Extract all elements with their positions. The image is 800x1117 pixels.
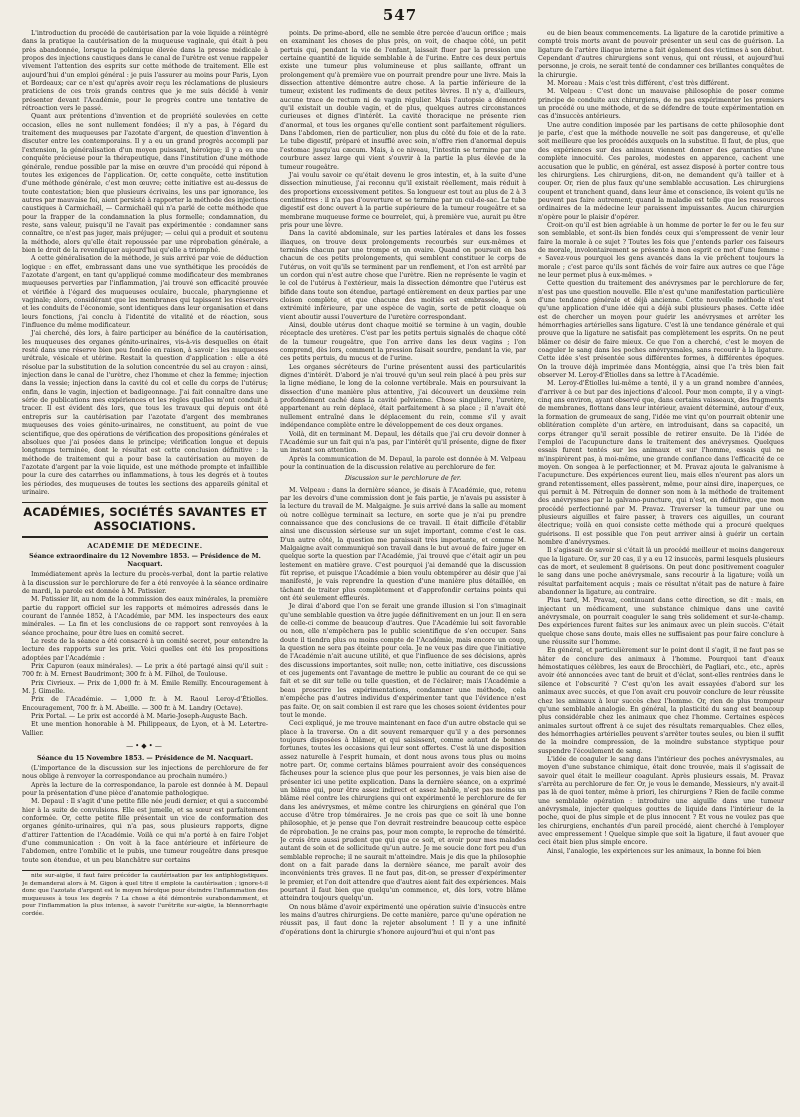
opening-article: [22, 30, 268, 497]
discussion-title: Discussion sur le perchlorure de fer.: [344, 475, 462, 483]
separator-ornament: —•◆•—: [126, 742, 164, 751]
paragraph: M. Velpeau : C'est donc un mauvaise philosophie de poser comme principe de conduite aux chirurgiens, de ne pas expérimenter les premiers un procédé ou une méthode, et de se défendre de toute expérimentation en cas d'insuccès antérieurs.: [538, 88, 784, 121]
paragraph: On nous blâme d'avoir expérimenté une opération suivie d'insuccès entre les mains d'autres chirurgiens. De cette manière, parce qu'une opération ne réussit pas, il faut donc la rejeter absolument ! Il y a une infinité d'opérations dont la chirurgie s'honore aujourd'hui et qui n'ont pas: [280, 903, 526, 936]
paragraph: (L'importance de la discussion sur les injections de perchlorure de fer nous oblige à renvoyer la correspondance au prochain numéro.): [22, 764, 268, 781]
paragraph: Prix de l'Académie. — 1,000 fr. à M. Raoul Leroy-d'Étiolles. Encouragement, 700 fr. à M. Abeille. — 300 fr. à M. Landry (Octave).: [22, 696, 268, 712]
paragraph: Quant aux prétentions d'invention et de propriété soulevées en cette occasion, elles ne sont nullement fondées; il n'y a pas, à l'égard du traitement des muqueuses par l'azotate d'argent, de question d'invention à discuter entre les contemporains. Il y a eu un grand progrès accompli par l'extension, la généralisation d'un moyen puissant, héroïque; il y a eu une conquête précieuse pour la thérapeutique, dans l'institution d'une méthode générale, rendue possible par la mise en œuvre d'un procédé qui répond à toutes les exigences de l'application. Or, cette conquête, cette institution d'une méthode générale, c'est mon œuvre; cette initiative est au-dessus de toute contestation; bien que plusieurs écrivains, les uns par ignorance, les autres par mauvaise foi, aient persisté à rapporter la méthode des injections caustiques à Carmichaël, — Carmichaël qui n'a parlé de cette méthode que pour la frapper de la condamnation la plus formelle; condamnation, du reste, sans valeur, puisqu'il ne l'avait pas expérimentée : condamner sans connaître, ce n'est pas juger, mais préjuger; — celui qui a produit et soutenu la méthode, alors qu'elle était repoussée par une réprobation générale, a bien le droit de la revendiquer aujourd'hui qu'elle a triomphé.: [22, 113, 268, 254]
paragraph: Croit-on qu'il est bien agréable à un homme de porter le fer ou le feu sur son semblable, et sont-ils bien fondés ceux qui s'empressent de venir leur faire la morale à ce sujet ? Toutes les fois que j'entends parler ces faiseurs de morale, involontairement se présente à mon esprit ce mot d'une femme : « Savez-vous pourquoi les gens avancés dans la vie prêchent toujours la morale ; c'est parce qu'ils sont fâchés de voir faire aux autres ce que l'âge ne leur permet plus à eux-mêmes. »: [538, 221, 784, 279]
paragraph: A cette généralisation de la méthode, je suis arrivé par voie de déduction logique : en effet, embrassant dans une vue synthétique les procédés de l'azotate d'argent, en tant qu'appliqué comme modificateur des membranes muqueuses perverties par l'inflammation, j'ai trouvé son efficacité prouvée et vérifiée à l'égard des muqueuses oculaire, buccale, pharyngienne et vaginale; alors, considérant que les membranes qui tapissent les réservoirs et les conduits de l'économie, sont identiques dans leur organisation et dans leurs fonctions, j'ai conclu à l'identité de vitalité et de réaction, sous l'influence du même modificateur.: [22, 255, 268, 330]
session-1-body: [22, 571, 268, 738]
paragraph: M. Velpeau : dans la dernière séance, je disais à l'Académie, que, retenu par les devoirs d'une commission dont je fais partie, je n'avais pu assister à la lecture du travail de M. Malgaigne. Je suis arrivé dans la salle au moment où notre collègue terminait sa lecture, en sorte que je n'ai pu prendre connaissance que des conclusions de ce travail. Il était difficile d'établir ainsi une discussion sérieuse sur un sujet important, comme c'est le cas. D'un autre côté, la question me paraissait très importante, et comme M. Malgaigne avait communiqué son travail dans le but avoué de faire juger en quelque sorte la question par l'Académie, j'ai trouvé que c'était agir un peu lestement en matière grave. C'est pourquoi j'ai demandé que la discussion fût reprise, et puisque l'Académie a bien voulu obtempérer au désir que j'ai manifesté, je vais reprendre la question d'une manière plus détaillée, en tâchant de traiter plus complètement et d'approfondir certains points qui ont été seulement effleurés.: [280, 486, 526, 603]
paragraph: Ainsi, double utérus dont chaque moitié se termine à un vagin, double réceptacle des uretères. C'est par les petits pertuis signalés de chaque côté de la tumeur rougeâtre, que l'on arrive dans les deux vagins ; l'on comprend, dès lors, comment la pression faisait sourdre, pendant la vie, par ces petits pertuis, du mucus et de l'urine.: [280, 322, 526, 363]
paragraph: Il s'agissait de savoir si c'était là un procédé meilleur et moins dangereux que la ligature. Or, sur 20 cas, il y a eu 12 insuccès, parmi lesquels plusieurs cas de mort, et seulement 8 guérisons. On peut donc positivement coaguler le sang dans une poche anévrysmale, sans recourir à la ligature; voilà un résultat parfaitement acquis ; mais ce résultat n'était pas de nature à faire abandonner la ligature, au contraire.: [538, 547, 784, 597]
paragraph: M. Depaul : Il s'agit d'une petite fille née jeudi dernier, et qui a succombé hier à la suite de convulsions. Elle est jumelle, et sa sœur est parfaitement conformée. Or, cette petite fille présentait un vice de conformation des organes génito-urinaires, qui n'a pas, sous plusieurs rapports, digne d'attirer l'attention de l'Académie. Voilà ce qui m'a porté à en faire l'objet d'une communication : On voit à la face antérieure et inférieure de l'abdomen, entre l'ombilic et le pubis, une tumeur rougeâtre dans presque toute son étendue, et un peu blanchâtre sur certains: [22, 798, 268, 864]
paragraph: J'ai voulu savoir ce qu'était devenu le gros intestin, et, à la suite d'une dissection minutieuse, j'ai reconnu qu'il existait réellement, mais réduit à des proportions excessivement petites. Sa longueur est tout au plus de 2 à 3 centimètres : il n'a pas d'ouverture et se termine par un cul-de-sac. Le tube digestif est donc ouvert à la partie supérieure de la tumeur rougeâtre et sa membrane muqueuse forme ce bourrelet, qui, à première vue, aurait pu être pris pour une lèvre.: [280, 171, 526, 229]
velpeau-discussion: [280, 487, 526, 938]
column-left: [22, 30, 268, 1110]
paragraph: Prix Capuron (eaux minérales). — Le prix a été partagé ainsi qu'il suit : 700 fr. à M. Ernest Baudrimont; 300 fr. à M. Filhol, de Toulouse.: [22, 663, 268, 679]
paragraph: Et une mention honorable à M. Philippeaux, de Lyon, et à M. Letertre-Vallier.: [22, 721, 268, 737]
paragraph: L'introduction du procédé de cautérisation par la voie liquide a réintégré dans la pratique la cautérisation de la muqueuse vaginale, qui était à peu près abandonnée, lorsque la polémique élevée dans la presse médicale à propos des injections caustiques dans le canal de l'urètre est venue rappeler vivement l'attention des esprits sur cette méthode de traitement. Elle est aujourd'hui d'un emploi général : je puis l'assurer au moins pour Paris, Lyon et Bordeaux; car ce n'est qu'après avoir reçu les réclamations de plusieurs praticiens de ces trois grands centres que je me suis décidé à venir présenter devant l'Académie, pour le progrès contre une tentative de rétroaction vers le passé.: [22, 30, 268, 113]
academy-header: ACADÉMIE DE MÉDECINE.: [87, 542, 203, 551]
paragraph: Plus tard, M. Pravaz, continuant dans cette direction, se dit : mais, en injectant un médicament, une substance chimique dans une cavité anévrysmale, on pourrait coaguler le sang très solidement et sur-le-champ. Des expériences furent faites sur les animaux avec un plein succès. C'était quelque chose sans doute, mais elles ne suffisaient pas pour faire conclure à une réussite sur l'homme.: [538, 597, 784, 647]
paragraph: Je dirai d'abord que l'on se ferait une grande illusion si l'on s'imaginait qu'une semblable question va être jugée définitivement en un jour. Il en sera de celle-ci comme de beaucoup d'autres. Que l'Académie lui soit favorable ou non, elle n'empêchera pas le public scientifique de s'en occuper. Sans doute il tiendra plus ou moins compte de l'Académie, mais encore un coup, la question ne sera pas éteinte pour cela. Je ne veux pas dire que l'initiative de l'Académie n'ait aucune utilité, et que l'influence de ses décisions, après des discussions importantes, soit nulle; non, cette initiative, ces discussions et ces jugements ont l'avantage de mettre le public au courant de ce qui se fait et se dit sur telle ou telle question, et de l'éclairer; mais l'Académie a beau proscrire les expérimentations, condamner une méthode, cela n'empêche pas d'autres individus d'expérimenter tant que l'évidence n'est pas faite. Or, on sait combien il est rare que les choses soient évidentes pour tout le monde.: [280, 603, 526, 719]
paragraph: En général, et particulièrement sur le point dont il s'agit, il ne faut pas se hâter de conclure des animaux à l'homme. Pourquoi tant d'eaux hémostatiques célèbres, les eaux de Brocchièri, de Pagliari, etc., etc., après avoir été annoncées avec tant de bruit et d'éclat, sont-elles rentrées dans le silence et l'obscurité ? C'est qu'on les avait essayées d'abord sur les animaux avec succès, et que l'on avait cru pouvoir conclure de leur réussite chez les animaux à leur succès chez l'homme. Or, rien de plus trompeur qu'une semblable analogie. En général, la plasticité du sang est beaucoup plus considérable chez les animaux que chez l'homme. Certaines espèces animales surtout offrent à ce sujet des résultats remarquables. Chez elles, des hémorrhagies artérielles peuvent s'arrêter toutes seules, ou bien il suffit de la moindre compression, de la moindre substance styptique pour suspendre l'écoulement de sang.: [538, 647, 784, 755]
paragraph: eu de bien beaux commencements. La ligature de la carotide primitive a compté trois morts avant de pouvoir présenter un seul cas de guérison. La ligature de l'artère iliaque interne a fait également des victimes à son début. Cependant d'autres chirurgiens sont venus, qui ont réussi, et aujourd'hui personne, je crois, ne serait tenté de condamner ces brillantes conquêtes de la chirurgie.: [538, 30, 784, 79]
paragraph: Le reste de la séance a été consacré à un comité secret, pour entendre la lecture des rapports sur les prix. Voici quelles ont été les propositions adoptées par l'Académie :: [22, 638, 268, 662]
paragraph: M. Leroy-d'Étiolles lui-même a tenté, il y a un grand nombre d'années, d'arriver à ce but par des injections d'alcool. Pour mon compte, il y a vingt-cinq ans environ, ayant observé que, dans certains vaisseaux, des fragments de membranes, flottans dans leur intérieur, avaient déterminé, autour d'eux, la formation de grumeaux de sang, l'idée me vint qu'on pourrait obtenir une oblitération complète d'un artère, en introduisant, dans sa capacité, un corps étranger qu'il serait possible de retirer ensuite. De là l'idée de l'emploi de l'acupuncture dans le traitement des anévrysmes. Quelques essais furent tentés sur les animaux et sur l'homme, essais qui ne m'inspirèrent pas, à moi-même, une grande confiance dans l'efficacité de ce moyen. On songea à le perfectionner, et M. Pravaz ajouta le galvanisme à l'acupuncture. Des expériences eurent lieu, mais elles n'eurent pas alors un grand retentissement, elles passèrent, même, pour ainsi dire, inaperçues, ce qui permit à M. Pétrequin de donner son nom à la méthode de traitement des anévrysmes par la galvano-puncture, qui n'est, en définitive, que mon procédé perfectionné par M. Pravaz. Traverser la tumeur par une ou plusieurs aiguilles et faire passer, à travers ces aiguilles, un courant électrique; voilà en quoi consiste cette méthode qui a procuré quelques guérisons. Il est possible que l'on peut arriver ainsi à guérir un certain nombre d'anévrysmes.: [538, 380, 784, 546]
section-rule-top: [22, 502, 268, 503]
column-right: [538, 30, 784, 1110]
paragraph: Une autre condition imposée par les partisans de cette philosophie dont je parle, c'est que la méthode nouvelle ne soit pas dangereuse, et qu'elle soit meilleure que les procédés auxquels on la substitue. Il faut, de plus, que des expériences sur des animaux viennent donner des garanties d'une complète innocuité. Ces paroles, modestes en apparence, cachent une accusation que le public, en général, est assez disposé à porter contre tous les chirurgiens. Les chirurgiens, dit-on, ne demandent qu'à tailler et à couper. Or, rien de plus faux qu'une semblable accusation. Les chirurgiens coupent et tranchent quand, dans leur âme et conscience, ils voient qu'ils ne peuvent pas faire autrement; quand la maladie est telle que les ressources ordinaires de la médecine leur paraissent impuissantes. Aucun chirurgien n'opère pour le plaisir d'opérer.: [538, 121, 784, 221]
paragraph: Dans la cavité abdominale, sur les parties latérales et dans les fosses iliaques, on trouve deux prolongements recourbés sur eux-mêmes et terminés chacun par une trompe et un ovaire. Quand on poursuit en bas chacun de ces petits prolongements, qui semblent constituer le corps de l'utérus, on voit qu'ils se terminent par un renflement, et l'on est arrêté par un cordon qui n'est autre chose que l'urètre. Rien ne représente le vagin et le col de l'utérus à l'extérieur, mais la dissection démontre que l'utérus est bifide dans toute son étendue, partagé entièrement en deux parties par une cloison complète, et que chacune des moitiés est embrassée, à son extrémité inférieure, par une espèce de vagin, sorte de petit cloaque où vient aboutir aussi l'ouverture de l'uretère correspondant.: [280, 230, 526, 321]
footnote-rule: [22, 870, 268, 871]
velpeau-discussion-continued: [538, 30, 784, 856]
paragraph: Immédiatement après la lecture du procès-verbal, dont la partie relative à la discussion sur le perchlorure de fer a été renvoyée à la séance ordinaire de mardi, la parole est donnée à M. Patissier.: [22, 571, 268, 595]
paragraph: Voilà, dit en terminant M. Depaul, les détails que j'ai cru devoir donner à l'Académie sur un fait qui n'a pas, par l'intérêt qu'il présente, digne de fixer un instant son attention.: [280, 430, 526, 455]
section-rule-bottom: [22, 536, 268, 538]
paragraph: J'ai cherché, dès lors, à faire participer au bénéfice de la cautérisation, les muqueuses des organes génito-urinaires, vis-à-vis desquelles on était resté dans une réserve bien peu fondée en raison, à savoir : les muqueuses urétrale, vésicale et utérine. Restait la question d'application : elle a été résolue par la substitution de la solution concentrée du sel au crayon : ainsi, injection dans le canal de l'urètre, chez l'homme et chez la femme; injection dans la vessie; injection dans la cavité du col et celle du corps de l'utérus; enfin, dans le vagin, injection et badigeonnage. J'ai fait connaître dans une série de publications mes expériences et les règles quelles m'ont conduit à tracer. Il est évident dès lors, que tous les travaux qui depuis ont été entrepris sur la cautérisation par l'azotate d'argent des membranes muqueuses des voies génito-urinaires, ne constituent, au point de vue scientifique, que des opérations de vérification des propositions générales et absolues que j'ai posées dans le principe; vérification longue et depuis longtemps terminée, dont le résultat est cette conclusion définitive : la méthode de traitement qui a pour base la cautérisation au moyen de l'azotate d'argent par la voie liquide, est une méthode prompte et infaillible pour la cure des catarrhes ou inflammations, à tous les degrés et à toutes les périodes, des muqueuses de toutes les sections des appareils génital et urinaire.: [22, 330, 268, 496]
paragraph: Prix Civrieux. — Prix de 1,000 fr. à M. Émile Remilly. Encouragement à M. J. Gimelle.: [22, 679, 268, 696]
paragraph: points. De prime-abord, elle ne semble être percée d'aucun orifice ; mais en examinant les choses de plus près, on voit, de chaque côté, un petit pertuis qui, pendant la vie de l'enfant, laissait fluer par la pression une certaine quantité de liquide semblable à de l'urine. Entre ces deux pertuis existe une tumeur plus volumineuse et plus saillante, offrant un prolongement qu'à première vue on pourrait prendre pour une livre. Mais la dissection attentive démontre autre chose. A la partie inférieure de la tumeur, existent les rudiments de deux petites lèvres. Il n'y a, d'ailleurs, aucune trace de rectum ni de vagin régulier. Mais l'autopsie a démontré qu'il existait un double vagin, et de plus, quelques autres circonstances curieuses et dignes d'intérêt. La cavité thoracique ne présente rien d'anormal, et tous les organes qu'elle contient sont parfaitement réguliers. Dans l'abdomen, rien de particulier, non plus du côté du foie et de la rate. Le tube digestif, préparé et insufflé avec soin, n'offre rien d'anormal depuis l'estomac jusqu'au cæcum. Mais, à ce niveau, l'intestin se termine par une courbure assez large qui vient s'ouvrir à la partie la plus élevée de la tumeur rougeâtre.: [280, 30, 526, 171]
paragraph: Ainsi, l'analogie, les expériences sur les animaux, la bonne foi bien: [547, 847, 761, 855]
section-header: ACADÉMIES, SOCIÉTÉS SAVANTES ET ASSOCIATIONS.: [23, 505, 267, 534]
paragraph: Ceci expliqué, je me trouve maintenant en face d'un autre obstacle qui se place à la traverse. On a dit souvent remarquer qu'il y a des personnes toujours disposées à blâmer, et qui saisissent, comme autant de bonnes fortunes, toutes les occasions qui leur sont offertes. C'est là une disposition assez naturelle à l'esprit humain, et dont nous avons tous plus ou moins notre part. Or, comme certains blâmes pourraient avoir des conséquences fâcheuses pour la science plus que pour les personnes, je vais bien aise de présenter ici une petite explication. Dans la dernière séance, on a exprimé un blâme qui, pour être assez indirect et assez habile, n'est pas moins un blâme réel contre les chirurgiens qui ont expérimenté le perchlorure de fer dans les anévrysmes, et même contre les chirurgiens en général que l'on accuse d'être trop téméraires. Je ne crois pas que ce soit là une bonne philosophie, et je pense que l'on devrait restreindre beaucoup cette espèce de réprobation. Je ne crains pas, pour mon compte, le reproche de témérité. Je crois être aussi prudent que qui que ce soit, et avoir pour mes malades autant de soin et de sollicitude qu'un autre. Je me soucie donc fort peu d'un semblable reproche; il ne saurait m'atteindre. Mais je dis que la philosophie dont on a fait parade dans la dernière séance, me paraît avoir des inconvénients très graves. Il ne faut pas, dit-on, se presser d'expérimenter le premier, et l'on doit attendre que d'autres aient fait des expériences. Mais pourtant il faut bien que quelqu'un commence, et, dès lors, votre blâme atteindra toujours quelqu'un.: [280, 720, 526, 903]
paragraph: Cette question du traitement des anévrysmes par le perchlorure de fer, n'est pas une question nouvelle. Elle n'est qu'une manifestation particulière d'une tendance générale et déjà ancienne. Cette nouvelle méthode n'est qu'une application d'une idée qui a déjà subi plusieurs phases. Cette idée est de chercher un moyen pour guérir les anévrysmes et arrêter les hémorrhagies artérielles sans ligature. C'est là une tendance générale et qui prouve que la ligature ne satisfait pas complètement les esprits. On ne peut blâmer ce désir de faire mieux. Ce que l'on a cherché, c'est le moyen de coaguler le sang dans les poches anévrysmales, sans recourir à la ligature. Cette idée s'est présentée sous différentes formes, à différentes époques. On la trouve déjà imprimée dans Montéggia, ainsi que l'a très bien fait observer M. Leroy-d'Étiolles dans sa lettre à l'Académie.: [538, 280, 784, 380]
session-title-2: Séance du 15 Novembre 1853. — Présidence de M. Nacquart.: [36, 754, 254, 762]
column-middle: [280, 30, 526, 1110]
paragraph: Après la communication de M. Depaul, la parole est donnée à M. Velpeau pour la continuation de la discussion relative au perchlorure de fer.: [280, 455, 526, 471]
paragraph: L'idée de coaguler le sang dans l'intérieur des poches anévrysmales, au moyen d'une substance chimique, était donc trouvée, mais il s'agissait de savoir quel était le meilleur coagulant. Après plusieurs essais, M. Pravaz s'arrêta au perchlorure de fer. Or, je vous le demande, Messieurs, n'y avait-il pas là de quoi tenter, même à priori, les chirurgiens ? Rien de facile comme une semblable opération : introduire une aiguille dans une tumeur anévrysmale, injecter quelques gouttes de liquide dans l'intérieur de la poche, quoi de plus simple et de plus innocent ? Et vous ne voulez pas que les chirurgiens, enchantés d'un pareil procédé, aient cherché à l'employer avec empressement ! Quelque simple que soit la ligature, il faut avouer que ceci était bien plus simple encore.: [538, 755, 784, 847]
depaul-communication: [280, 30, 526, 472]
paragraph: M. Patissier lit, au nom de la commission des eaux minérales, la première partie du rapport officiel sur les rapports et mémoires adressés dans le courant de l'année 1852, à l'Académie, par MM. les inspecteurs des eaux minérales. — La fin et les conclusions de ce rapport sont renvoyées à la séance prochaine, pour être lues en comité secret.: [22, 596, 268, 637]
footnote: nite sur-aigüe, il faut faire précéder la cautérisation par les antiphlogistiques. Je demanderai alors à M. Gigon à quel titre il emploie la cautérisation ; ignore-t-il donc que l'azotate d'argent est le moyen héroïque pour éteindre l'inflammation des muqueuses à tous les degrés ? La chose a été démontrée surabondamment, et pour l'inflammation la plus intense, à savoir l'urétrite sur-aigüe, la blennorrhagie cordée.: [22, 872, 268, 917]
paragraph: Après la lecture de la correspondance, la parole est donnée à M. Depaul pour la présentation d'une pièce d'anatomie pathologique.: [22, 781, 268, 797]
paragraph: Prix Portal. — Le prix est accordé à M. Marie-Joseph-Auguste Bach.: [31, 713, 248, 721]
paragraph: Les organes sécréteurs de l'urine présentent aussi des particularités dignes d'intérêt. D'abord je n'ai trouvé qu'un seul rein placé à peu près sur la ligne médiane, le long de la colonne vertébrale. Mais en poursuivant la dissection d'une manière plus attentive, j'ai découvert un deuxième rein profondément caché dans la cavité pelvienne. Chose singulière, l'uretère, appartenant au rein déplacé, était parfaitement à sa place ; il n'avait été nullement entraîné dans le déplacement du rein, comme s'il y avait indépendance complète entre le développement de ces deux organes.: [280, 363, 526, 430]
paragraph: M. Moreau : Mais c'est très différent, c'est très différent.: [547, 80, 730, 88]
page-number: 547: [382, 6, 418, 24]
session-title-1: Séance extraordinaire du 12 Novembre 1853. — Présidence de M. Nacquart.: [29, 552, 261, 568]
session-2-body: [22, 765, 268, 865]
